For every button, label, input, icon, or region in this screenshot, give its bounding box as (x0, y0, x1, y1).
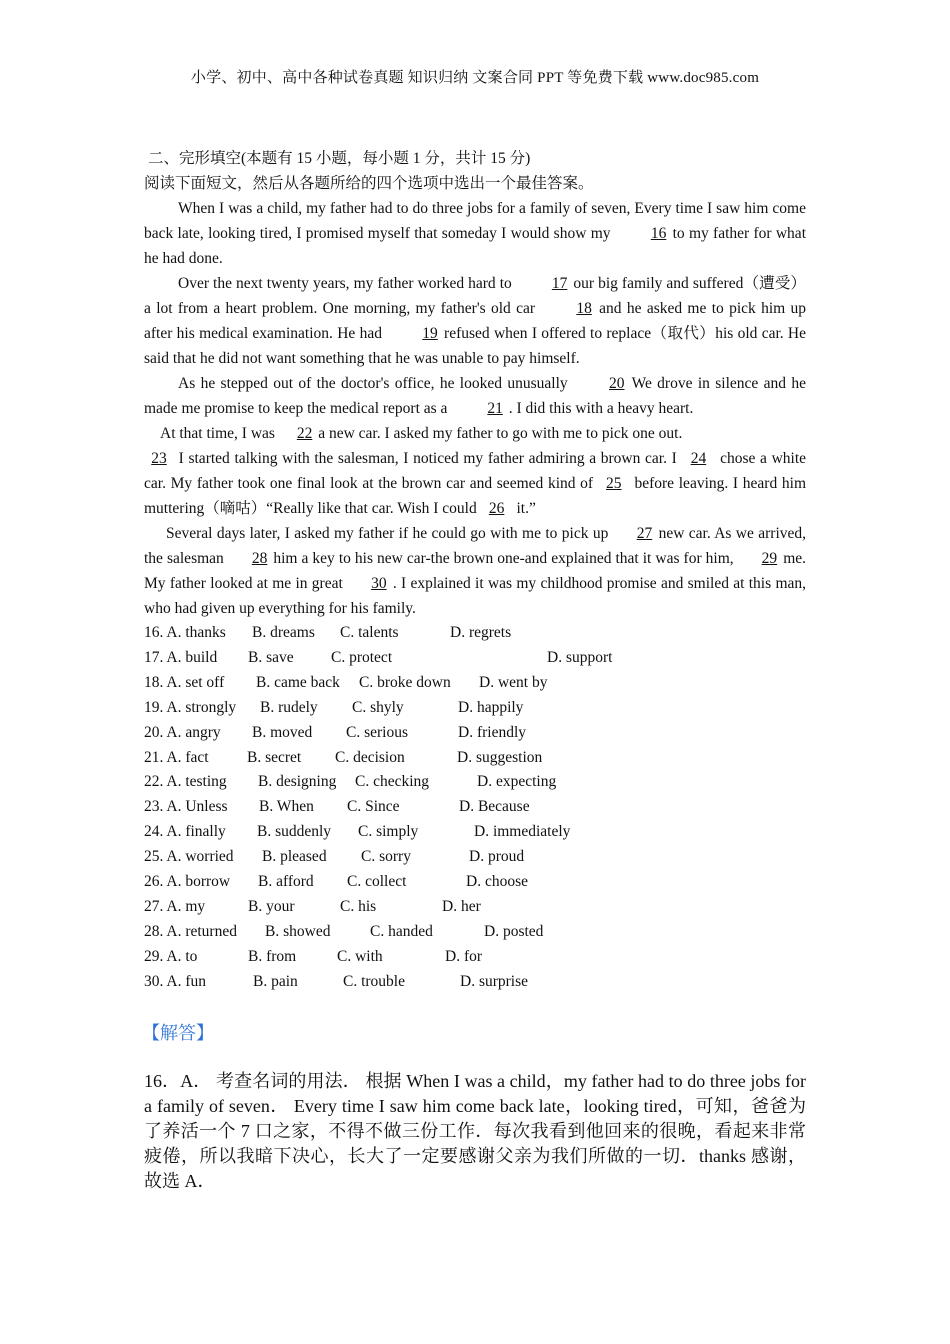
options-list (144, 621, 806, 995)
section-title: 二、完形填空(本题有 15 小题，每小题 1 分，共计 15 分) (148, 150, 531, 167)
paragraph-6 (144, 521, 806, 621)
blank-26: 26 (488, 500, 505, 517)
option-row: 16. A. thanks B. dreams C. talents D. regrets (144, 624, 512, 641)
option-row: 28. A. returned B. showed C. handed D. posted (144, 922, 544, 940)
passage (144, 196, 806, 621)
page-header: 小学、初中、高中各种试卷真题 知识归纳 文案合同 PPT 等免费下载 www.doc985.com (190, 70, 760, 86)
answer-text: 16．A． 考查名词的用法． 根据 When I was a child，my father had to do three jobs for a family of seven． Every time I saw him come back late，looking tired，可知，爸爸为了养活一个 7 口之家，不得不做三份工作．每次我看到他回来的很晚，看起来非常疲倦，所以我暗下决心，长大了一定要感谢父亲为我们所做的一切．thanks 感谢，故选 A． (144, 1070, 806, 1191)
text: it.” (516, 500, 536, 517)
blank-27: 27 (636, 525, 653, 542)
option-row: 19. A. strongly B. rudely C. shyly D. happily (144, 698, 524, 716)
blank-24: 24 (690, 450, 707, 467)
blank-30: 30 (371, 575, 387, 592)
blank-17: 17 (551, 275, 568, 292)
instruction: 阅读下面短文，然后从各题所给的四个选项中选出一个最佳答案。 (144, 175, 594, 192)
blank-21: 21 (487, 400, 503, 417)
document-content (144, 146, 806, 1194)
answer-heading: 【解答】 (142, 1022, 214, 1044)
blank-16: 16 (650, 225, 667, 242)
option-row: 25. A. worried B. pleased C. sorry D. proud (144, 848, 525, 866)
blank-18: 18 (576, 300, 592, 317)
text: new car. As we arrived, the salesman (144, 525, 807, 567)
text: We drove in silence and he made me promise to keep the medical report as a (144, 375, 806, 417)
blank-25: 25 (606, 475, 622, 492)
text: to my father for what he had done. (144, 225, 806, 267)
text: him a key to his new car-the brown one-and explained that it was for him, (273, 550, 734, 567)
option-row: 27. A. my B. your C. his D. her (144, 897, 481, 915)
blank-28: 28 (251, 550, 268, 567)
text: refused when I offered to replace（取代）his old car. He said that he did not want something that he was unable to pay himself. (144, 325, 807, 367)
option-row: 24. A. finally B. suddenly C. simply D. immediately (144, 823, 571, 841)
paragraph-4 (144, 421, 806, 446)
blank-23: 23 (151, 450, 167, 467)
option-row: 21. A. fact B. secret C. decision D. suggestion (144, 748, 543, 766)
text: When I was a child, my father had to do three jobs for a family of seven, Every time I saw him come back late, looking tired, I promised myself that someday I would show my (144, 200, 806, 242)
paragraph-3 (144, 371, 806, 421)
blank-20: 20 (608, 375, 625, 392)
blank-19: 19 (422, 325, 438, 342)
option-row: 17. A. build B. save C. protect D. support (144, 648, 613, 666)
paragraph-1 (144, 196, 806, 271)
blank-22: 22 (296, 425, 313, 442)
option-row: 20. A. angry B. moved C. serious D. friendly (144, 723, 527, 741)
text: chose a white car. My father took one final look at the brown car and seemed kind of (144, 450, 807, 492)
text: and he asked me to pick him up after his medical examination. He had (144, 300, 807, 342)
text: I started talking with the salesman, I noticed my father admiring a brown car. I (178, 450, 677, 467)
text: Over the next twenty years, my father worked hard to (178, 275, 512, 292)
option-row: 26. A. borrow B. afford C. collect D. choose (144, 873, 528, 891)
option-row: 30. A. fun B. pain C. trouble D. surprise (144, 972, 529, 990)
text: . I did this with a heavy heart. (508, 400, 694, 417)
text: Several days later, I asked my father if he could go with me to pick up (166, 525, 609, 542)
option-row: 22. A. testing B. designing C. checking D. expecting (144, 773, 557, 791)
text: a new car. I asked my father to go with me to pick one out. (318, 425, 683, 442)
option-row: 18. A. set off B. came back C. broke down D. went by (144, 673, 548, 691)
paragraph-5 (144, 446, 806, 521)
text: . I explained it was my childhood promise and smiled at this man, who had given up everything for his family. (144, 575, 807, 617)
text: our big family and suffered（遭受）a lot from a heart problem. One morning, my father's old car (144, 275, 807, 317)
blank-29: 29 (761, 550, 778, 567)
paragraph-2 (144, 271, 806, 371)
option-row: 29. A. to B. from C. with D. for (144, 947, 483, 965)
option-row: 23. A. Unless B. When C. Since D. Because (144, 798, 530, 816)
text: As he stepped out of the doctor's office, he looked unusually (178, 375, 568, 392)
text: me. My father looked at me in great (144, 550, 806, 592)
text: At that time, I was (160, 425, 275, 442)
text: before leaving. I heard him muttering（嘀咕）“Really like that car. Wish I could (144, 475, 807, 517)
